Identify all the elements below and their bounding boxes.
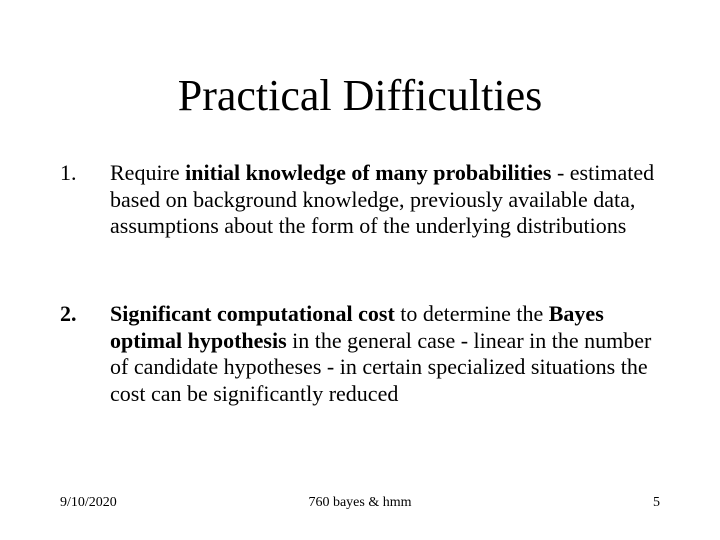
footer-page-number: 5 (653, 495, 660, 510)
text-segment: Require (110, 160, 186, 185)
footer-course-label: 760 bayes & hmm (308, 495, 412, 510)
list-item-number: 1. (60, 160, 77, 185)
text-segment: to determine the (394, 301, 549, 326)
footer-date: 9/10/2020 (60, 495, 117, 510)
text-segment: - estimated based on background knowledge, previously available data, assumptions about the form of the underlying distributions (110, 160, 655, 238)
text-segment-bold: Bayes optimal hypothesis (110, 301, 604, 353)
text-segment: in the general case - linear in the number of candidate hypotheses - in certain specialized situations the cost can be significantly reduced (110, 327, 652, 406)
slide-title: Practical Difficulties (177, 71, 543, 120)
text-segment-bold: initial knowledge of many probabilities (185, 160, 552, 185)
list-item-text (110, 160, 660, 240)
list-item-number: 2. (60, 301, 77, 326)
list-item-text (110, 301, 660, 407)
text-segment-bold: Significant computational cost (110, 301, 395, 326)
